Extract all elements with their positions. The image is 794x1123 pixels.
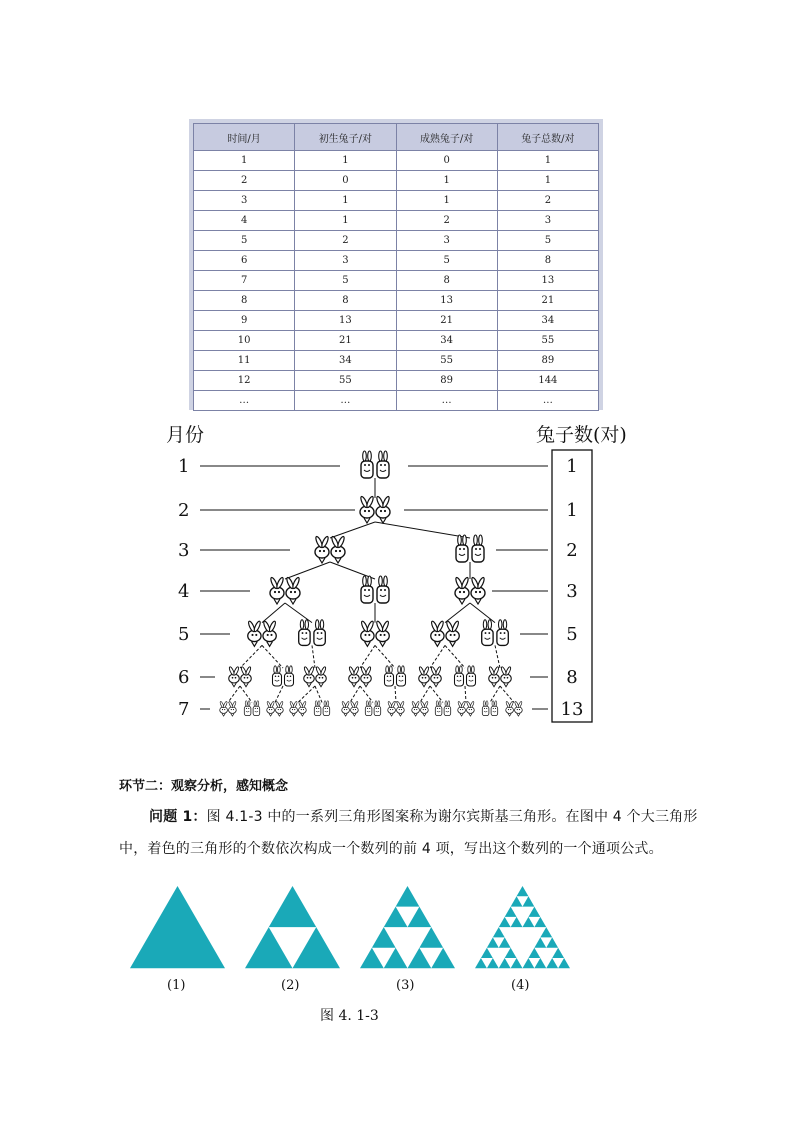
adult-rabbit-pair-icon [342,701,359,716]
table-cell: 7 [194,271,295,291]
table-cell: 21 [497,291,598,311]
adult-rabbit-pair-icon [360,496,391,523]
table-cell: 13 [497,271,598,291]
baby-rabbit-pair-icon [455,666,476,686]
adult-rabbit-pair-icon [455,577,486,604]
table-row [194,391,599,411]
adult-rabbit-pair-icon [360,620,389,646]
month-label: 5 [178,624,190,645]
table-cell: 2 [497,191,598,211]
shaded-triangle [408,907,432,928]
adult-rabbit-pair-icon [348,666,371,686]
shaded-triangle [269,886,317,927]
shaded-triangle [534,917,546,927]
count-label: 2 [566,540,578,561]
table-cell: 34 [295,351,396,371]
shaded-triangle [487,937,499,947]
month-label: 1 [178,456,190,477]
shaded-triangle [505,907,517,917]
shaded-triangle [475,958,487,968]
shaded-triangle [528,907,540,917]
shaded-triangle [534,958,546,968]
header-newborn: 初生兔子/对 [295,124,396,151]
table-cell: 9 [194,311,295,331]
shaded-triangle [540,927,552,937]
shaded-triangle [517,886,529,896]
shaded-triangle [493,927,505,937]
tree-branch-line [490,686,500,702]
tree-branch-line [375,522,470,538]
month-label: 3 [178,540,190,561]
baby-rabbit-pair-icon [365,701,380,716]
tree-branch-line [395,686,396,702]
shaded-triangle [360,948,384,969]
tree-branch-line [495,645,500,668]
adult-rabbit-pair-icon [228,666,251,686]
shaded-triangle [505,948,517,958]
tree-branch-line [298,686,315,702]
table-cell: 55 [295,371,396,391]
shaded-triangle [534,937,546,947]
shaded-triangle [384,907,408,928]
shaded-triangle [558,958,570,968]
question-1-line-1 [149,806,698,826]
shaded-triangle [511,896,523,906]
tree-branch-line [350,686,360,702]
tree-branch-line [375,645,395,668]
table-cell: 8 [295,291,396,311]
table-cell: 144 [497,371,598,391]
table-cell: 13 [295,311,396,331]
table-cell: 55 [497,331,598,351]
shaded-triangle [523,896,535,906]
tree-branch-line [240,645,262,668]
table-cell: 1 [295,211,396,231]
table-row [194,151,599,171]
baby-rabbit-pair-icon [482,701,497,716]
table-cell: 8 [396,271,497,291]
table-cell: 3 [396,231,497,251]
baby-rabbit-pair-icon [244,701,259,716]
tree-branch-line [285,562,330,579]
count-label: 1 [566,500,578,521]
baby-rabbit-pair-icon [456,535,484,562]
table-cell: … [497,391,598,411]
month-label: 2 [178,500,190,521]
table-cell: 6 [194,251,295,271]
header-total: 兔子总数/对 [497,124,598,151]
shaded-triangle [546,958,558,968]
table-cell: 8 [194,291,295,311]
table-cell: 21 [295,331,396,351]
table-row [194,211,599,231]
count-label: 13 [560,699,584,720]
adult-rabbit-pair-icon [430,620,459,646]
shaded-triangle [130,886,225,968]
table-cell: 89 [396,371,497,391]
table-cell: 5 [194,231,295,251]
table-cell: 21 [396,311,497,331]
shaded-triangle [499,917,511,927]
shaded-triangle [511,917,523,927]
tree-branch-line [360,645,375,668]
shaded-triangle [528,948,540,958]
caption-1: (1) [167,978,186,993]
table-cell: 2 [295,231,396,251]
tree-branch-line [275,686,283,702]
shaded-triangle [552,948,564,958]
tree-branch-line [445,645,465,668]
table-row [194,331,599,351]
adult-rabbit-pair-icon [303,666,326,686]
month-label: 6 [178,667,190,688]
sierpinski-triangle-1 [130,886,225,968]
shaded-triangle [408,948,432,969]
baby-rabbit-pair-icon [273,666,294,686]
table-cell: 1 [194,151,295,171]
caption-3: (3) [396,978,415,993]
adult-rabbit-pair-icon [458,701,475,716]
table-row [194,271,599,291]
tree-branch-line [465,686,466,702]
adult-rabbit-pair-icon [315,536,346,563]
table-cell: 5 [295,271,396,291]
shaded-triangle [546,937,558,947]
table-cell: 1 [497,151,598,171]
table-cell: 1 [396,171,497,191]
tree-branch-line [430,645,445,668]
table-cell: 8 [497,251,598,271]
month-label: 7 [178,699,190,720]
adult-rabbit-pair-icon [506,701,523,716]
baby-rabbit-pair-icon [385,666,406,686]
tree-branch-line [330,522,375,538]
sierpinski-triangle-4 [475,886,570,968]
table-cell: 11 [194,351,295,371]
tree-branch-line [500,686,514,702]
shaded-triangle [431,948,455,969]
count-label: 1 [566,456,578,477]
sierpinski-triangle-3 [360,886,455,968]
table-row [194,351,599,371]
table-row [194,311,599,331]
adult-rabbit-pair-icon [412,701,429,716]
table-header-row [194,124,599,151]
tree-branch-line [420,686,430,702]
figure-caption: 图 4. 1-3 [320,1008,379,1024]
table-row [194,191,599,211]
shaded-triangle [396,886,420,907]
table-cell: 1 [295,191,396,211]
table-cell: 34 [497,311,598,331]
section-heading: 环节二：观察分析，感知概念 [119,779,289,794]
baby-rabbit-pair-icon [435,701,450,716]
table-row [194,291,599,311]
shaded-triangle [499,958,511,968]
shaded-triangle [481,948,493,958]
table-row [194,171,599,191]
table-cell: 2 [396,211,497,231]
table-cell: 5 [497,231,598,251]
table-cell: 2 [194,171,295,191]
month-header: 月份 [166,424,205,446]
table-cell: 1 [497,171,598,191]
table-cell: … [295,391,396,411]
table-cell: 34 [396,331,497,351]
adult-rabbit-pair-icon [247,620,276,646]
table-cell: 0 [396,151,497,171]
rabbit-tree-diagram [0,418,794,728]
shaded-triangle [487,958,499,968]
table-cell: 4 [194,211,295,231]
caption-2: (2) [281,978,300,993]
tree-branch-line [262,603,285,623]
shaded-triangle [245,927,293,968]
table-cell: 10 [194,331,295,351]
tree-branch-line [285,603,312,623]
shaded-triangle [372,927,396,948]
table-cell: 3 [497,211,598,231]
tree-branch-line [240,686,252,702]
adult-rabbit-pair-icon [267,701,284,716]
adult-rabbit-pair-icon [488,666,511,686]
adult-rabbit-pair-icon [388,701,405,716]
question-1-text-1: 图 4.1-3 中的一系列三角形图案称为谢尔宾斯基三角形。在图中 4 个大三角形 [206,809,698,825]
month-label: 4 [178,581,190,602]
caption-4: (4) [511,978,530,993]
table-cell: 55 [396,351,497,371]
question-1-label: 问题 1： [149,809,207,825]
tree-branch-line [470,603,495,623]
shaded-triangle [293,927,341,968]
tree-branch-line [430,686,443,702]
baby-rabbit-pair-icon [299,620,326,646]
table-cell: 89 [497,351,598,371]
adult-rabbit-pair-icon [290,701,307,716]
shaded-triangle [419,927,443,948]
table-cell: 12 [194,371,295,391]
adult-rabbit-pair-icon [270,577,301,604]
table-cell: 1 [295,151,396,171]
count-label: 8 [566,667,578,688]
tree-branch-line [312,645,315,668]
rabbit-table-frame [189,119,603,410]
table-cell: … [194,391,295,411]
question-1-line-2: 中，着色的三角形的个数依次构成一个数列的前 4 项，写出这个数列的一个通项公式。 [119,841,663,857]
table-cell: 3 [295,251,396,271]
header-mature: 成熟兔子/对 [396,124,497,151]
baby-rabbit-pair-icon [482,620,509,646]
count-label: 3 [566,581,578,602]
table-row [194,371,599,391]
sierpinski-triangle-2 [245,886,340,968]
header-month: 时间/月 [194,124,295,151]
table-cell: … [396,391,497,411]
table-row [194,251,599,271]
table-row [194,231,599,251]
shaded-triangle [384,948,408,969]
shaded-triangle [499,937,511,947]
count-label: 5 [566,624,578,645]
tree-branch-line [228,686,240,702]
baby-rabbit-pair-icon [361,451,389,478]
table-cell: 3 [194,191,295,211]
adult-rabbit-pair-icon [418,666,441,686]
rabbit-table [193,123,599,411]
adult-rabbit-pair-icon [220,701,237,716]
table-cell: 5 [396,251,497,271]
shaded-triangle [523,917,535,927]
table-cell: 0 [295,171,396,191]
shaded-triangle [523,958,535,968]
table-cell: 13 [396,291,497,311]
count-header: 兔子数(对) [536,424,627,446]
table-cell: 1 [396,191,497,211]
tree-branch-line [315,686,322,702]
tree-branch-line [445,603,470,623]
shaded-triangle [511,958,523,968]
tree-branch-line [262,645,283,668]
baby-rabbit-pair-icon [314,701,329,716]
baby-rabbit-pair-icon [361,576,389,603]
tree-branch-line [360,686,373,702]
